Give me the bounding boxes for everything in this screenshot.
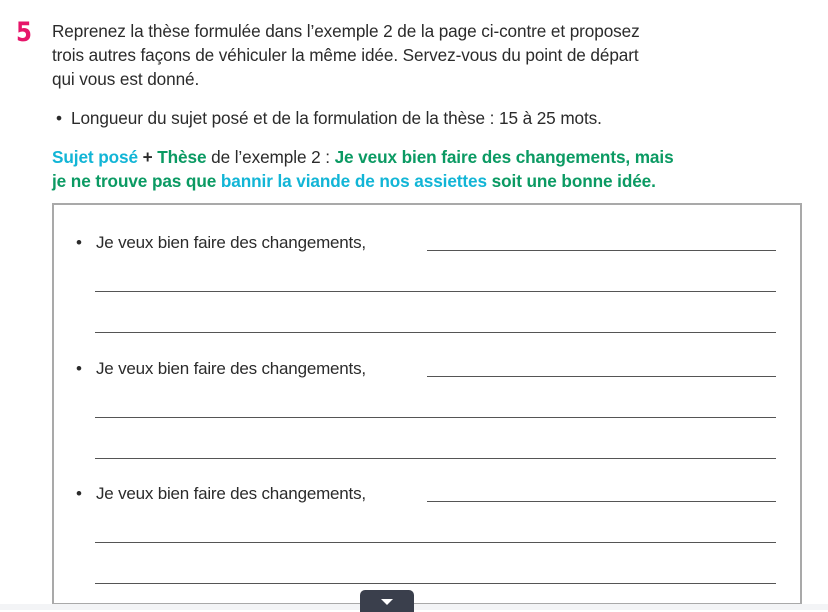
bullet-icon: • [76, 233, 82, 252]
answer-line[interactable] [427, 501, 776, 502]
subject-label: Sujet posé [52, 147, 138, 167]
bullet-icon: • [56, 108, 62, 128]
answer-box [52, 203, 802, 605]
thesis-text-part1: Je veux bien faire des changements, mais [334, 147, 674, 167]
answer-item-1 [76, 232, 366, 254]
answer-line[interactable] [427, 250, 776, 251]
answer-line[interactable] [95, 291, 776, 292]
thesis-text-part2: je ne trouve pas que [52, 171, 217, 191]
answer-line[interactable] [427, 376, 776, 377]
instruction-line: trois autres façons de véhiculer la même idée. Servez-vous du point de départ [52, 45, 639, 65]
thesis-label: Thèse [157, 147, 207, 167]
of-example-text: de l’exemple 2 : [211, 147, 330, 167]
answer-line[interactable] [95, 458, 776, 459]
plus-sign: + [142, 147, 153, 167]
answer-line[interactable] [95, 332, 776, 333]
answer-item-2 [76, 358, 366, 380]
bullet-icon: • [76, 484, 82, 503]
chevron-down-icon [381, 599, 393, 605]
answer-prompt: Je veux bien faire des changements, [96, 233, 366, 252]
thesis-text-part3: soit une bonne idée. [491, 171, 656, 191]
answer-line[interactable] [95, 542, 776, 543]
scroll-down-button[interactable] [360, 590, 414, 612]
bullet-icon: • [76, 359, 82, 378]
subject-text: bannir la viande de nos assiettes [220, 171, 487, 191]
length-constraint [56, 106, 602, 130]
constraint-text: Longueur du sujet posé et de la formulation de la thèse : 15 à 25 mots. [71, 108, 602, 128]
instruction-line: Reprenez la thèse formulée dans l’exemple 2 de la page ci-contre et proposez [52, 21, 640, 41]
answer-prompt: Je veux bien faire des changements, [96, 484, 366, 503]
answer-prompt: Je veux bien faire des changements, [96, 359, 366, 378]
exercise-instruction [52, 19, 792, 91]
instruction-line: qui vous est donné. [52, 69, 200, 89]
exercise-number: 5 [16, 17, 32, 48]
bottom-toolbar [0, 604, 828, 610]
answer-line[interactable] [95, 417, 776, 418]
answer-item-3 [76, 483, 366, 505]
example-thesis [52, 145, 812, 193]
answer-line[interactable] [95, 583, 776, 584]
